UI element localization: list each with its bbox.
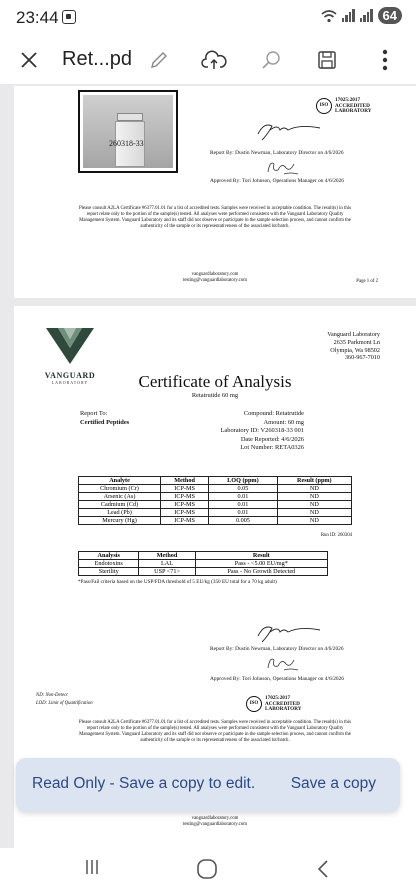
table-cell: Cadmium (Cd) xyxy=(79,501,161,509)
status-time: 23:44 xyxy=(16,8,59,27)
table-cell: ICP-MS xyxy=(161,485,209,493)
table-row xyxy=(79,560,328,568)
signal-icon-2 xyxy=(360,9,373,22)
vanguard-logo xyxy=(42,326,98,385)
lab-address xyxy=(327,331,380,362)
signature-director xyxy=(254,120,324,142)
table-cell: 0.005 xyxy=(209,517,277,525)
address-line-1: Vanguard Laboratory xyxy=(327,331,380,338)
read-only-snackbar xyxy=(16,758,400,812)
sample-info xyxy=(204,410,304,453)
table-row xyxy=(79,517,352,525)
signal-icon xyxy=(342,9,355,22)
recents-button[interactable] xyxy=(80,858,104,880)
table-cell: USP <71> xyxy=(139,568,195,576)
table-cell: Pass - <5.00 EU/mg* xyxy=(195,560,327,568)
pdf-page-1 xyxy=(14,86,416,298)
iso-line1-2: ACCREDITED xyxy=(265,700,300,707)
certificate-title: Certificate of Analysis xyxy=(138,372,292,391)
nd-note: ND: Non-Detect xyxy=(36,693,68,698)
cloud-upload-icon xyxy=(201,49,227,71)
table-cell: Lead (Pb) xyxy=(79,509,161,517)
table-row xyxy=(79,501,352,509)
disclaimer xyxy=(14,206,416,230)
disclaimer-line-1: Please consult A2LA Certificate #6377.01.01 for a list of accredited tests. Samples were received in acceptable condition. The result(s) in this xyxy=(79,206,351,211)
iso-logo-icon: ISO xyxy=(316,98,332,114)
disclaimer-line-4: authenticity of the sample or its representativeness of the associated lot/batch. xyxy=(140,224,290,229)
vanguard-v-icon xyxy=(42,326,98,366)
table-cell: ND xyxy=(277,485,351,493)
iso-badge-2 xyxy=(246,696,302,713)
table-cell: 0.01 xyxy=(209,501,277,509)
disclaimer-2-line-1: Please consult A2LA Certificate #6377.01.01 for a list of accredited tests. Samples were received in acceptable condition. The result(s) in this xyxy=(79,720,351,725)
run-id: Run ID: 260304 xyxy=(320,533,352,538)
column-header: Method xyxy=(139,552,195,560)
table-cell: ND xyxy=(277,509,351,517)
endotoxin-table xyxy=(78,551,328,576)
table-row xyxy=(79,568,328,576)
table-cell: ICP-MS xyxy=(161,493,209,501)
email-text-2: testing@vanguardlaboratory.com xyxy=(183,822,247,827)
column-header: Analyte xyxy=(79,477,161,485)
approved-by-text: Approved By: Tori Johnson, Operations Manager on 4/6/2026 xyxy=(210,178,344,184)
lot-number-line: Lot Number: RETA0326 xyxy=(240,444,304,452)
compound-line: Compound: Retatrutide xyxy=(243,410,304,417)
close-button[interactable] xyxy=(14,44,44,76)
iso-line1: ACCREDITED xyxy=(335,102,370,109)
table-cell: Endotoxins xyxy=(79,560,139,568)
disclaimer-2-line-2: report relate only to the portion of the sample(s) tested. All analyses were performed consistent with the Vanguard Laboratory Quality xyxy=(86,726,344,731)
email-text: testing@vanguardlaboratory.com xyxy=(183,278,247,283)
report-by-text-2: Report By: Dustin Newman, Laboratory Director on 4/6/2026 xyxy=(210,646,344,652)
column-header: Result xyxy=(195,552,327,560)
table-cell: Pass - No Growth Detected xyxy=(195,568,327,576)
approved-by-text-2: Approved By: Tori Johnson, Operations Manager on 4/6/2026 xyxy=(210,676,344,682)
table-cell: 0.01 xyxy=(209,509,277,517)
back-icon xyxy=(312,857,336,881)
page2-contact xyxy=(14,816,416,828)
table-cell: ND xyxy=(277,517,351,525)
table-cell: ND xyxy=(277,493,351,501)
amount-line: Amount: 60 mg xyxy=(263,418,304,426)
table-cell: ICP-MS xyxy=(161,517,209,525)
table-header-row xyxy=(79,552,328,560)
iso-line2-2: LABORATORY xyxy=(265,706,302,712)
iso-title-2: 17025:2017 xyxy=(265,695,291,701)
column-header: Method xyxy=(161,477,209,485)
lod-note: LOD: Limit of Quantification xyxy=(36,701,93,706)
disclaimer-line-3: Management System. Vanguard Laboratory and its staff did not observe or participate in the sample selection process, and cannot confirm the xyxy=(79,218,351,223)
page-number: Page 1 of 2 xyxy=(356,279,378,284)
snackbar-message: Read Only - Save a copy to edit. xyxy=(32,775,256,792)
back-button[interactable] xyxy=(312,857,336,881)
signature-manager-2 xyxy=(264,654,304,674)
date-reported-line: Date Reported: 4/6/2026 xyxy=(240,435,304,443)
document-title[interactable]: Ret...pd xyxy=(62,48,133,70)
criteria-note: *Pass/Fail criteria based on the USP/FDA threshold of 5 EU/kg (350 EU total for a 70 kg adult) xyxy=(78,579,277,585)
system-nav-bar xyxy=(0,848,416,892)
upload-button[interactable] xyxy=(198,44,230,76)
disclaimer-line-2: report relate only to the portion of the sample(s) tested. All analyses were performed consistent with the Vanguard Laboratory Quality xyxy=(86,212,344,217)
table-cell: 0.05 xyxy=(209,485,277,493)
screenshot-icon xyxy=(62,10,76,24)
toolbar xyxy=(0,36,416,84)
address-line-4: 360-967-7010 xyxy=(344,354,380,362)
vial-label: 260318-33 xyxy=(109,139,144,148)
save-button[interactable] xyxy=(312,44,342,76)
table-cell: Sterility xyxy=(79,568,139,576)
address-line-2: 2635 Parkmont Ln xyxy=(333,338,380,346)
logo-text: VANGUARD xyxy=(44,371,96,380)
home-icon xyxy=(194,856,220,882)
heavy-metals-table xyxy=(78,476,352,525)
report-by-text: Report By: Dustin Newman, Laboratory Director on 4/6/2026 xyxy=(210,150,344,156)
iso-line2: LABORATORY xyxy=(335,108,372,114)
battery-badge: 64 xyxy=(378,7,402,24)
signature-director-2 xyxy=(254,622,324,644)
website-text-2: vanguardlaboratory.com xyxy=(191,816,239,821)
table-cell: 0.01 xyxy=(209,493,277,501)
table-row xyxy=(79,493,352,501)
save-copy-button[interactable]: Save a copy xyxy=(290,775,376,792)
iso-badge xyxy=(316,98,372,115)
table-row xyxy=(79,509,352,517)
table-cell: ICP-MS xyxy=(161,501,209,509)
table-cell: Chromium (Cr) xyxy=(79,485,161,493)
disclaimer-2 xyxy=(14,720,416,744)
recents-icon xyxy=(85,858,99,876)
report-to-value: Certified Peptides xyxy=(80,418,130,426)
disclaimer-2-line-3: Management System. Vanguard Laboratory and its staff did not observe or participate in the sample selection process, and cannot confirm the xyxy=(79,732,351,737)
table-cell: Arsenic (As) xyxy=(79,493,161,501)
disclaimer-2-line-4: authenticity of the sample or its representativeness of the associated lot/batch. xyxy=(140,738,290,743)
status-bar xyxy=(0,0,416,36)
column-header: LOQ (ppm) xyxy=(209,477,277,485)
iso-logo-icon-2: ISO xyxy=(246,696,262,712)
report-to-block xyxy=(80,410,129,427)
lab-id-line: Laboratory ID: V260318-33 001 xyxy=(220,427,304,435)
table-cell: ND xyxy=(277,501,351,509)
table-cell: Mercury (Hg) xyxy=(79,517,161,525)
table-row xyxy=(79,485,352,493)
abbreviation-notes xyxy=(36,692,93,708)
address-line-3: Olympia, Wa 98502 xyxy=(330,346,380,354)
home-button[interactable] xyxy=(194,856,220,882)
signature-manager xyxy=(264,158,304,178)
search-button[interactable] xyxy=(256,44,286,76)
website-text: vanguardlaboratory.com xyxy=(191,272,239,277)
table-cell: LAL xyxy=(139,560,195,568)
search-icon xyxy=(260,49,282,71)
product-photo xyxy=(78,90,178,173)
more-vert-icon xyxy=(382,49,388,71)
report-to-label: Report To: xyxy=(80,410,108,417)
wifi-icon xyxy=(321,9,337,23)
table-cell: ICP-MS xyxy=(161,509,209,517)
certificate-subtitle: Retatrutide 60 mg xyxy=(191,392,239,399)
pencil-icon xyxy=(148,49,170,71)
save-icon xyxy=(316,49,338,71)
column-header: Result (ppm) xyxy=(277,477,351,485)
column-header: Analysis xyxy=(79,552,139,560)
status-indicators xyxy=(321,7,402,24)
edit-button[interactable] xyxy=(144,44,174,76)
close-icon xyxy=(19,50,39,70)
table-header-row xyxy=(79,477,352,485)
logo-subtext: LABORATORY xyxy=(51,380,89,385)
iso-title: 17025:2017 xyxy=(335,97,361,103)
more-options-button[interactable] xyxy=(372,44,398,76)
